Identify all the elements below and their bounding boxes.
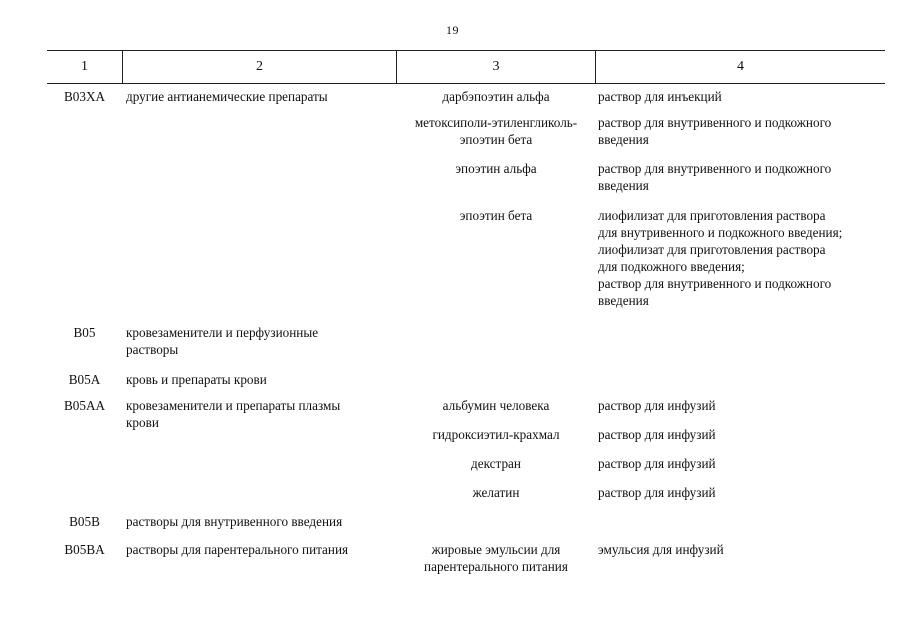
name-cell	[126, 397, 388, 431]
drug-line: жировые эмульсии для	[431, 542, 561, 557]
form-cell	[598, 426, 888, 443]
form-cell	[598, 484, 888, 501]
drug-line: желатин	[472, 485, 520, 500]
drug-cell	[399, 484, 593, 501]
name-line: растворы для парентерального питания	[126, 542, 349, 557]
form-line: введения	[598, 178, 649, 193]
form-cell	[598, 114, 888, 148]
form-line: эмульсия для инфузий	[598, 542, 724, 557]
form-line: раствор для внутривенного и подкожного	[598, 276, 832, 291]
form-line: раствор для инфузий	[598, 456, 716, 471]
drug-cell	[399, 426, 593, 443]
drug-line: парентерального питания	[424, 559, 568, 574]
page-number: 19	[446, 23, 459, 37]
drug-line: метоксиполи-этиленгликоль-	[414, 115, 578, 130]
name-cell	[126, 371, 388, 388]
code-cell: B05AA	[63, 398, 106, 413]
name-line: другие антианемические препараты	[126, 89, 328, 104]
name-line: кровезаменители и перфузионные	[126, 325, 319, 340]
form-line: раствор для инфузий	[598, 427, 716, 442]
name-line: растворы для внутривенного введения	[126, 514, 343, 529]
name-line: крови	[126, 415, 159, 430]
form-line: лиофилизат для приготовления раствора	[598, 208, 826, 223]
form-cell	[598, 160, 888, 194]
name-cell	[126, 541, 388, 558]
code-cell: B05A	[68, 372, 101, 387]
form-line: раствор для внутривенного и подкожного	[598, 115, 832, 130]
column-header-2: 2	[122, 51, 396, 83]
name-line: кровь и препараты крови	[126, 372, 267, 387]
drug-cell	[399, 88, 593, 105]
form-line: для внутривенного и подкожного введения;	[598, 225, 843, 240]
drug-line: альбумин человека	[442, 398, 550, 413]
form-line: введения	[598, 132, 649, 147]
form-line: раствор для инъекций	[598, 89, 722, 104]
drug-cell	[399, 541, 593, 575]
drug-line: эпоэтин бета	[459, 132, 533, 147]
column-header-4: 4	[595, 51, 885, 83]
drug-line: декстран	[471, 456, 521, 471]
name-cell	[126, 88, 388, 105]
code-cell: B05BA	[64, 542, 105, 557]
code-cell: B03XA	[63, 89, 106, 104]
drug-line: дарбэпоэтин альфа	[442, 89, 550, 104]
form-line: раствор для инфузий	[598, 398, 716, 413]
form-cell	[598, 88, 888, 105]
drug-line: гидроксиэтил-крахмал	[432, 427, 560, 442]
code-cell: B05	[73, 325, 96, 340]
column-header-1: 1	[81, 59, 88, 74]
name-cell	[126, 324, 388, 358]
drug-cell	[399, 160, 593, 177]
form-line: введения	[598, 293, 649, 308]
form-cell	[598, 207, 888, 309]
form-line: раствор для внутривенного и подкожного	[598, 161, 832, 176]
code-cell: B05B	[69, 514, 100, 529]
form-cell	[598, 455, 888, 472]
drug-cell	[399, 397, 593, 414]
name-cell	[126, 513, 388, 530]
drug-cell	[399, 207, 593, 224]
drug-line: эпоэтин альфа	[455, 161, 537, 176]
form-line: раствор для инфузий	[598, 485, 716, 500]
table-header	[47, 50, 885, 84]
form-cell	[598, 541, 888, 558]
name-line: растворы	[126, 342, 179, 357]
drug-cell	[399, 455, 593, 472]
name-line: кровезаменители и препараты плазмы	[126, 398, 341, 413]
column-header-3: 3	[396, 51, 595, 83]
form-cell	[598, 397, 888, 414]
drug-line: эпоэтин бета	[459, 208, 533, 223]
form-line: для подкожного введения;	[598, 259, 745, 274]
drug-cell	[399, 114, 593, 148]
form-line: лиофилизат для приготовления раствора	[598, 242, 826, 257]
